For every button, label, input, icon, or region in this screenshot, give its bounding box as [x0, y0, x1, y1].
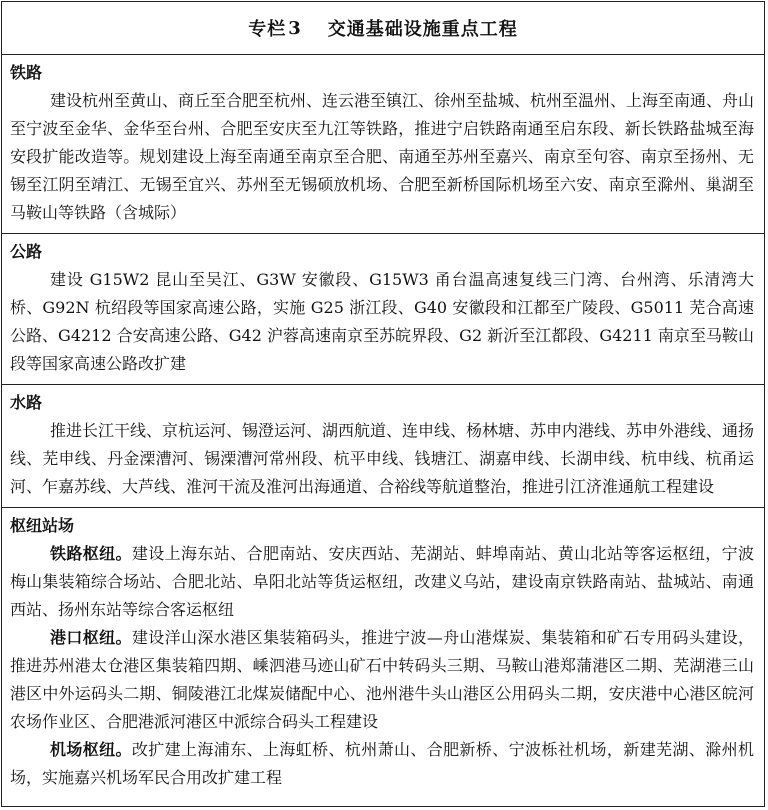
rail-hub-lead: 铁路枢纽。	[50, 544, 132, 563]
section-text: 建设杭州至黄山、商丘至合肥至杭州、连云港至镇江、徐州至盐城、杭州至温州、上海至南通、舟山至宁波至金华、金华至台州、合肥至安庆至九江等铁路，推进宁启铁路南通至启东段、新长铁路盐城至海安段扩能改造等。规划建设上海至南通至南京至合肥、南通至苏州至嘉兴、南京至句容、南京至扬州、无锡至江阴至靖江、无锡至宜兴、苏州至无锡硕放机场、合肥至新桥国际机场至六安、南京至滁州、巢湖至马鞍山等铁路（含城际）	[10, 91, 755, 222]
port-hub-lead: 港口枢纽。	[50, 628, 132, 647]
header-title: 交通基础设施重点工程	[327, 19, 518, 40]
section-title: 铁路	[10, 63, 43, 82]
section-hub	[2, 508, 764, 798]
section-text: 推进长江干线、京杭运河、锡澄运河、湖西航道、连申线、杨林塘、苏申内港线、苏申外港线、通扬线、芜申线、丹金溧漕河、锡溧漕河常州段、杭平申线、钱塘江、湖嘉申线、长湖申线、杭申线、杭甬运河、乍嘉苏线、大芦线、淮河干流及淮河出海通道、合裕线等航道整治，推进引江济淮通航工程建设	[10, 421, 755, 496]
airport-hub-paragraph	[2, 736, 764, 792]
table-header	[2, 2, 764, 55]
section-text: 建设 G15W2 昆山至吴江、G3W 安徽段、G15W3 甬台温高速复线三门湾、台州湾、乐清湾大桥、G92N 杭绍段等国家高速公路，实施 G25 浙江段、G40 安徽段和江都至广陵段、G5011 芜合高速公路、G4212 合安高速公路、G42 沪蓉高速南京至苏皖界段、G2 新沂至江都段、G4211 南京至马鞍山段等国家高速公路改扩建	[10, 270, 754, 373]
airport-hub-text: 改扩建上海浦东、上海虹桥、杭州萧山、合肥新桥、宁波栎社机场，新建芜湖、滁州机场，实施嘉兴机场军民合用改扩建工程	[10, 740, 754, 787]
port-hub-paragraph	[2, 624, 764, 736]
header-number: 3	[288, 17, 302, 39]
infrastructure-table	[1, 1, 765, 807]
section-title: 公路	[10, 242, 43, 261]
rail-hub-text: 建设上海东站、合肥南站、安庆西站、芜湖站、蚌埠南站、黄山北站等客运枢纽，宁波梅山集装箱综合场站、合肥北站、阜阳北站等货运枢纽，改建义乌站，建设南京铁路南站、盐城站、南通西站、扬州东站等综合客运枢纽	[10, 544, 754, 619]
rail-hub-paragraph	[2, 540, 764, 624]
section-waterway	[2, 385, 764, 508]
section-highway	[2, 234, 764, 385]
section-title: 枢纽站场	[10, 516, 75, 535]
section-title: 水路	[10, 393, 43, 412]
port-hub-text: 建设洋山深水港区集装箱码头，推进宁波—舟山港煤炭、集装箱和矿石专用码头建设，推进苏州港太仓港区集装箱四期、嵊泗港马迹山矿石中转码头三期、马鞍山港郑蒲港区二期、芜湖港三山港区中外运码头二期、铜陵港江北煤炭储配中心、池州港牛头山港区公用码头二期，安庆港中心港区皖河农场作业区、合肥港派河港区中派综合码头工程建设	[10, 628, 754, 731]
header-label: 专栏	[248, 19, 287, 40]
airport-hub-lead: 机场枢纽。	[50, 740, 132, 759]
section-railway	[2, 55, 764, 234]
